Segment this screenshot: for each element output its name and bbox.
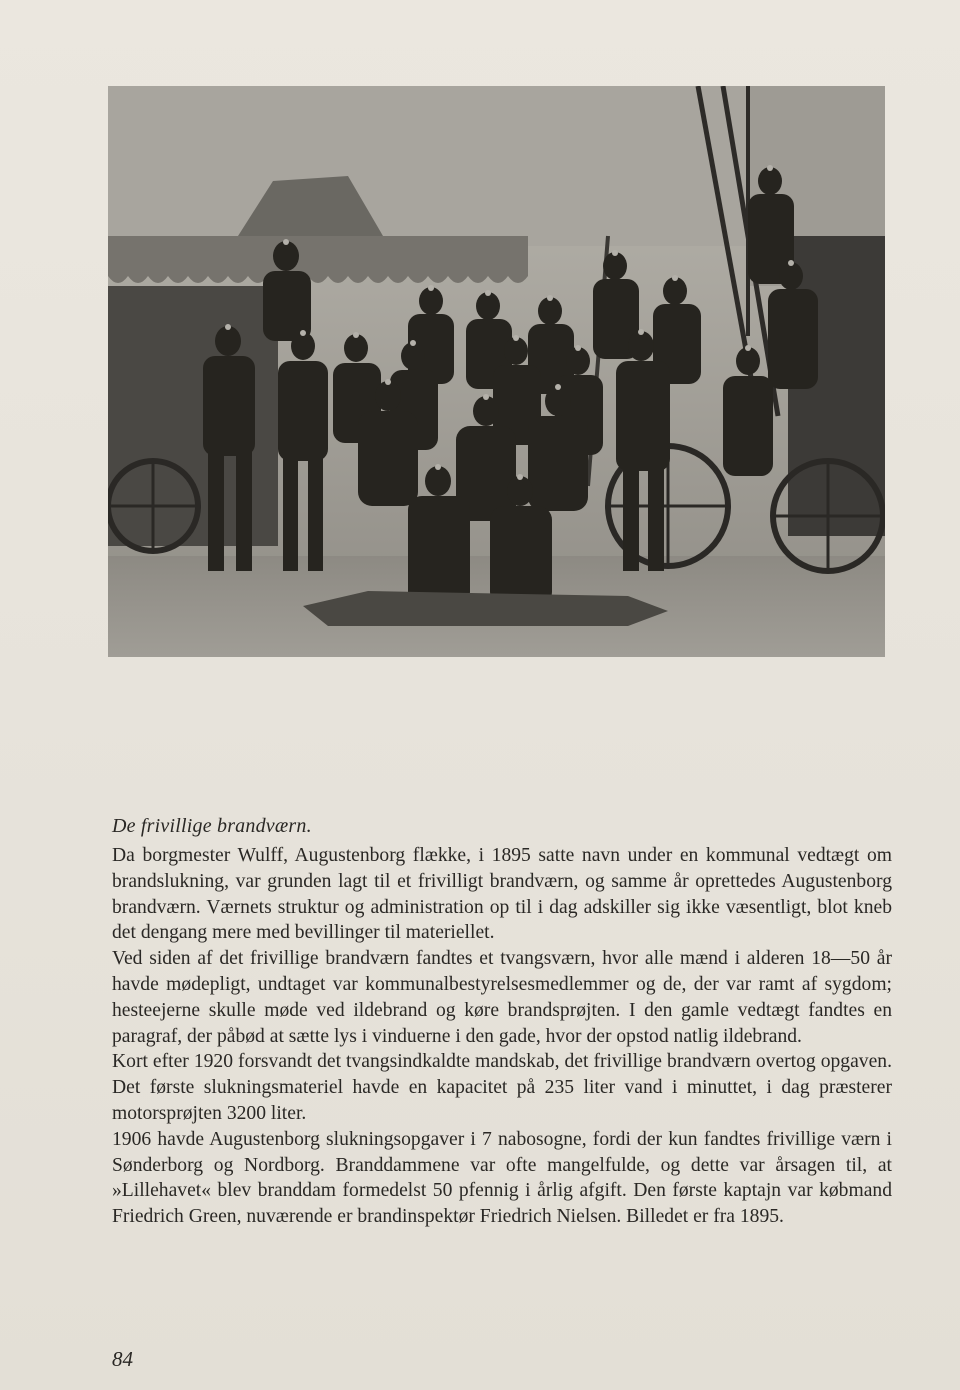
page-number: 84	[112, 1347, 133, 1371]
paragraph: Da borgmester Wulff, Augustenborg flække, i 1895 satte navn under en kommunal vedtægt om brandslukning, var grunden lagt til et frivilligt brandværn, og samme år oprettedes Augustenborg brandværn. Værnets struktur og administration op til i dag adskiller sig ikke væsentligt, blot kneb det dengang mere med bevillinger til materiellet.	[112, 845, 892, 944]
paragraph: Ved siden af det frivillige brandværn fandtes et tvangsværn, hvor alle mænd i alderen 18—50 år havde mødepligt, undtaget var kommunalbestyrelsesmedlemmer og de, der var ramt af sygdom; hesteejerne skulle møde ved ildebrand og køre brandsprøjten. I den gamle vedtægt fandtes en paragraf, der påbød at sætte lys i vinduerne i den gade, hvor der opstod natlig ildebrand.	[112, 948, 892, 1047]
fire-brigade-photo	[108, 86, 885, 657]
body-text	[112, 843, 892, 1230]
paragraph: 1906 havde Augustenborg slukningsopgaver i 7 nabosogne, fordi der kun fandtes frivillige værn i Sønderborg og Nordborg. Branddammene var ofte mangelfulde, og dette var årsagen til, at »Lillehavet« blev branddam formedelst 50 pfennig i årlig afgift. Den første kaptajn var købmand Friedrich Green, nuværende er brandinspektør Friedrich Nielsen. Billedet er fra 1895.	[112, 1128, 892, 1228]
historic-photo-icon	[108, 86, 885, 657]
caption-title: De frivillige brandværn.	[112, 815, 312, 837]
paragraph: Kort efter 1920 forsvandt det tvangsindkaldte mandskab, det frivillige brandværn overtog opgaven. Det første slukningsmateriel havde en kapacitet på 235 liter vand i minuttet, i dag præsterer motorsprøjten 3200 liter.	[112, 1051, 892, 1124]
